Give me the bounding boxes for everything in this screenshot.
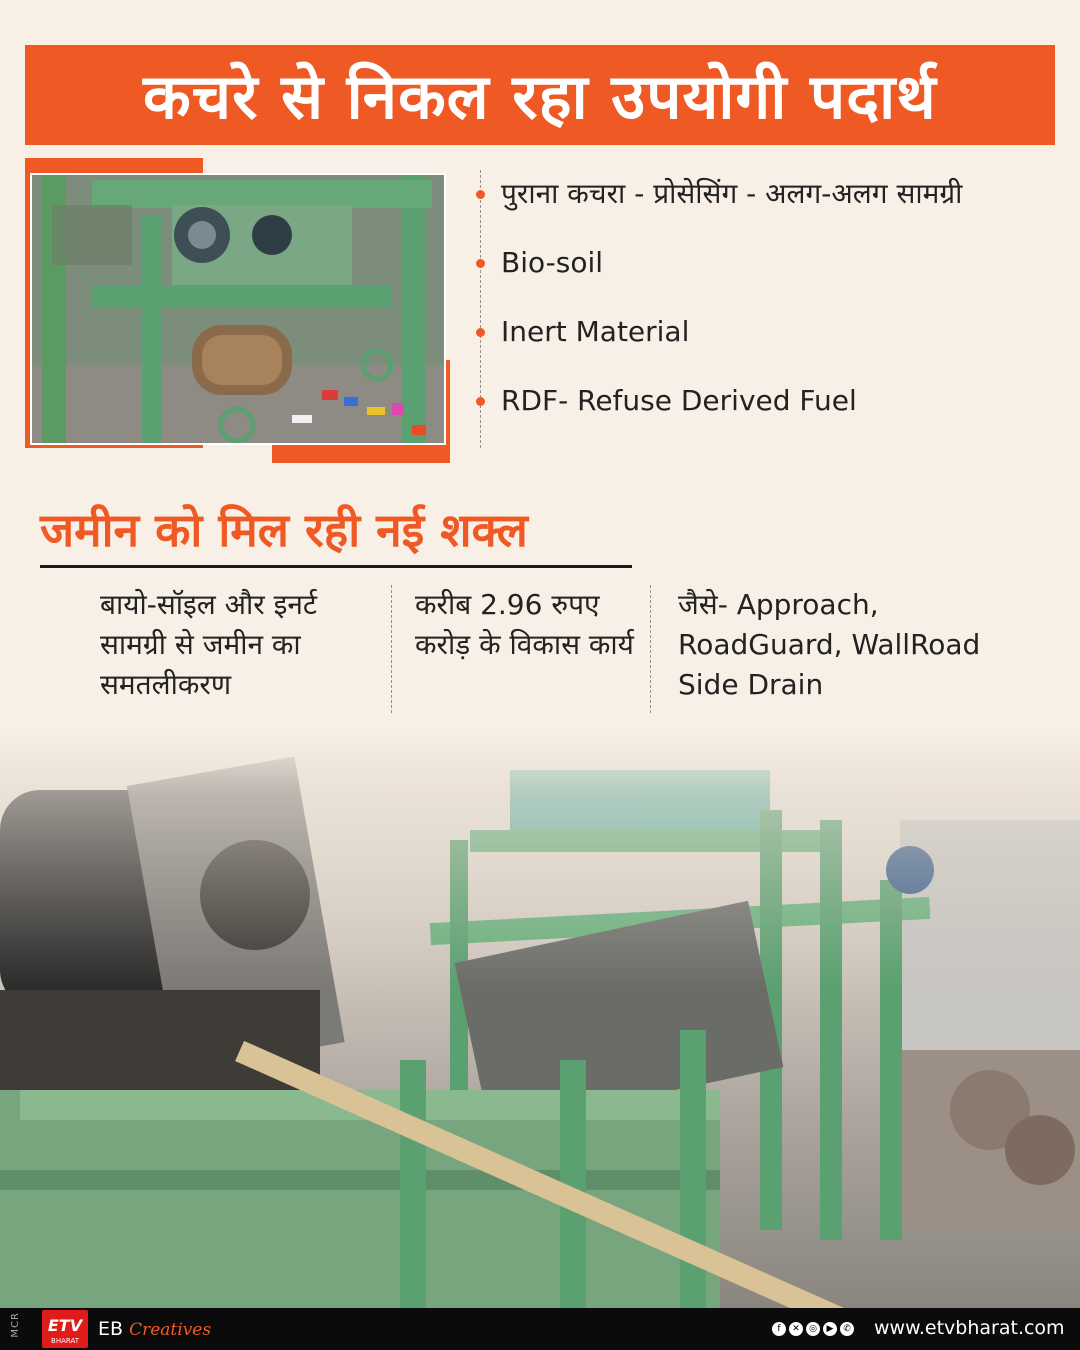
bullet-dot-icon: [476, 328, 485, 337]
machine-photo: [30, 173, 446, 445]
info-column-1: बायो-सॉइल और इनर्ट सामग्री से जमीन का समतलीकरण: [100, 588, 318, 701]
bullet-dot-icon: [476, 397, 485, 406]
section-heading: जमीन को मिल रही नई शक्ल: [40, 498, 632, 568]
machine-scene-illustration: [0, 730, 1080, 1308]
bullet-text: Inert Material: [501, 315, 690, 348]
machine-scene: [0, 730, 1080, 1308]
list-item: [481, 377, 1060, 446]
column-divider: [650, 585, 651, 713]
brand-prefix: EB: [98, 1318, 124, 1340]
info-columns: [0, 585, 1080, 715]
footer-side-tag: MCR: [10, 1312, 21, 1338]
etv-logo: [42, 1310, 88, 1348]
social-icons: [772, 1322, 854, 1336]
column-divider: [391, 585, 392, 713]
youtube-icon[interactable]: ▶: [823, 1322, 837, 1336]
footer-bar: [0, 1308, 1080, 1350]
whatsapp-icon[interactable]: ✆: [840, 1322, 854, 1336]
bullet-text: Bio-soil: [501, 246, 604, 279]
bullet-list: [480, 170, 1060, 448]
instagram-icon[interactable]: ◎: [806, 1322, 820, 1336]
machine-photo-illustration: [32, 175, 446, 445]
logo-text: ETV: [47, 1316, 83, 1335]
title-banner: [25, 45, 1055, 145]
info-column-3: जैसे- Approach, RoadGuard, WallRoad Side Drain: [678, 588, 981, 701]
brand-label: [98, 1318, 211, 1340]
page-title: कचरे से निकल रहा उपयोगी पदार्थ: [143, 60, 937, 133]
brand-script: Creatives: [129, 1320, 212, 1340]
bullet-dot-icon: [476, 259, 485, 268]
list-item: [481, 308, 1060, 377]
x-icon[interactable]: ✕: [789, 1322, 803, 1336]
bullet-text: पुराना कचरा - प्रोसेसिंग - अलग-अलग सामग्री: [501, 177, 963, 210]
logo-subtext: BHARAT: [51, 1337, 79, 1345]
bullet-dot-icon: [476, 190, 485, 199]
facebook-icon[interactable]: f: [772, 1322, 786, 1336]
list-item: [481, 239, 1060, 308]
bullet-text: RDF- Refuse Derived Fuel: [501, 384, 857, 417]
website-link[interactable]: www.etvbharat.com: [874, 1317, 1065, 1339]
info-column-2: करीब 2.96 रुपए करोड़ के विकास कार्य: [415, 588, 634, 661]
list-item: [481, 170, 1060, 239]
